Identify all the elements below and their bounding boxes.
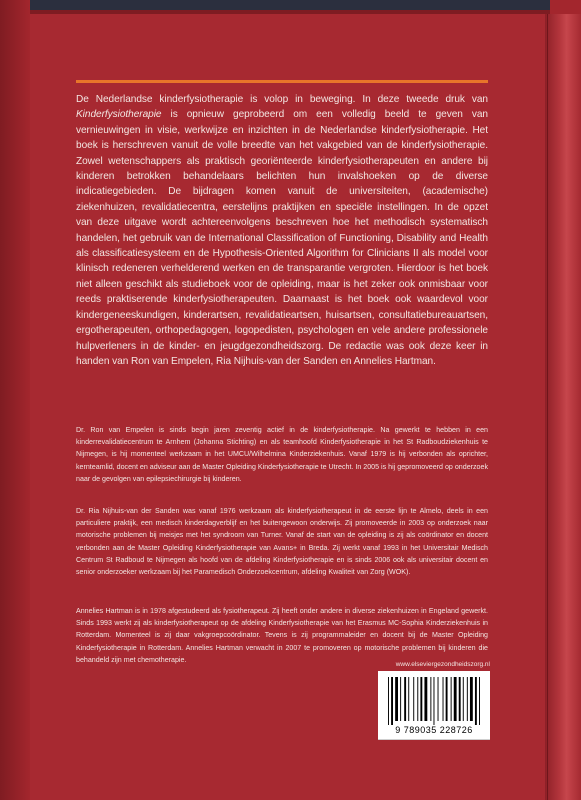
publisher-website: www.elseviergezondheidszorg.nl xyxy=(395,661,490,668)
barcode-bar xyxy=(420,677,422,721)
barcode-bar xyxy=(475,677,477,725)
cover-board-edge-line xyxy=(547,14,548,800)
spine-shadow xyxy=(0,0,30,800)
isbn-number: 9 789035 228726 xyxy=(395,725,473,735)
blurb-text-start: De Nederlandse kinderfysiotherapie is volop in beweging. In deze tweede druk van xyxy=(76,94,488,105)
barcode-bar xyxy=(451,677,452,721)
editor-bio-van-empelen: Dr. Ron van Empelen is sinds begin jaren zeventig actief in de kinderfysiotherapie. Na gewerkt te hebben in een kinderrevalidatiecentrum te Arnhem (Johanna Stichting) en als teamhoofd Kinderfysiotherapie in het St Radboudziekenhuis te Nijmegen, is hij momenteel werkzaam in het UMCU/Wilhelmina Kinderziekenhuis. Vanaf 1979 is hij verbonden als oprichter, kernteamlid, docent en adviseur aan de Master Opleiding Kinderfysiotherapie te Utrecht. In 2005 is hij gepromoveerd op onderzoek naar de gevolgen van epilepsiechirurgie bij kinderen. xyxy=(76,426,488,483)
barcode-bar xyxy=(446,677,448,721)
barcode-bar xyxy=(459,677,461,721)
barcode-bar xyxy=(463,677,464,721)
barcode-bar xyxy=(391,677,393,725)
barcode-bar xyxy=(395,677,398,721)
barcode-bar xyxy=(430,677,431,721)
barcode-bar xyxy=(479,677,480,725)
barcode-bar xyxy=(400,677,401,721)
barcode-bar xyxy=(417,677,418,721)
barcode-bars-icon xyxy=(386,677,482,725)
barcode-bar xyxy=(408,677,409,721)
barcode-bar xyxy=(413,677,414,721)
book-title-italic: Kinderfysiotherapie xyxy=(76,109,162,121)
editor-bio-nijhuis: Dr. Ria Nijhuis-van der Sanden was vanaf 1976 werkzaam als kinderfysiotherapeut in de eerste lijn te Almelo, deels in een particuliere praktijk, een medisch kinderdagverblijf en het buitengewoon onderwijs. Zij promoveerde in 2003 op onderzoek naar motorische problemen bij meisjes met het syndroom van Turner. Vanaf de start van de opleiding is zij als coördinator en docent verbonden aan de Master Opleiding Kinderfysiotherapie van Avans+ in Breda. Zij werkt vanaf 1993 in het Universitair Medisch Centrum St Radboud te Nijmegen als hoofd van de afdeling Kinderfysiotherapie en is sinds 2006 ook als universitair docent en senior onderzoeker werkzaam bij het Paramedisch Onderzoekcentrum, afdeling Kwaliteit van Zorg (WOK). xyxy=(76,507,488,577)
barcode-bar xyxy=(438,677,439,721)
barcode-bar xyxy=(454,677,457,721)
editor-bio-hartman: Annelies Hartman is in 1978 afgestudeerd als fysiotherapeut. Zij heeft onder andere in diverse ziekenhuizen in Engeland gewerkt. Sinds 1993 werkt zij als kinderfysiotherapeut op de afdeling Kinderfysiotherapie van het Erasmus MC-Sophia Kinderziekenhuis in Rotterdam. Momenteel is zij daar vakgroepcoördinator. Tevens is zij programmaleider en docent bij de Master Opleiding Kinderfysiotherapie in Rotterdam. Annelies Hartman verwacht in 2007 te promoveren op motorische problemen bij kinderen die behandeld zijn met chemotherapie. xyxy=(76,607,488,664)
blurb-text-rest: is opnieuw geprobeerd om een volledig beeld te geven van vernieuwingen in visie, werkwijze en inzichten in de Nederlandse kinderfysiotherapie. Het boek is herschreven vanuit de volle breedte van het vakgebied van de kinderfysiotherapie. Zowel wetenschappers als praktisch georiënteerde kinderfysiotherapeuten en andere bij kinderen betrokken behandelaars belichten hun invalshoeken op de diverse indicatiegebieden. De bijdragen komen vanuit de universiteiten, (academische) ziekenhuizen, revalidatiecentra, eerstelijns praktijken en speciële instellingen. In de opzet van deze uitgave wordt achtereenvolgens beschreven hoe het methodisch systematisch handelen, het gebruik van de International Classification of Functioning, Disability and Health als classificatiesysteem en de Hypothesis-Oriented Algorithm for Clinicians II als model voor klinisch redeneren verhelderend werken en de transparantie vergroten. Hierdoor is het boek niet alleen geschikt als studieboek voor de opleiding, maar is het zeker ook onmisbaar voor reeds praktiserende kinderfysiotherapeuten. Daarnaast is het boek ook waardevol voor kindergeneeskundigen, kinderartsen, revalidatieartsen, huisartsen, consultatiebureauartsen, ergotherapeuten, orthopedagogen, logopedisten, psychologen en vele andere professionele hulpverleners in de kinder- en jeugdgezondheidszorg. De redactie was ook deze keer in handen van Ron van Empelen, Ria Nijhuis-van der Sanden en Annelies Hartman. xyxy=(76,109,488,367)
barcode-bar xyxy=(424,677,427,721)
accent-rule xyxy=(76,80,488,83)
isbn-barcode xyxy=(378,671,490,740)
barcode-bar xyxy=(388,677,389,725)
barcode-bar xyxy=(443,677,444,721)
cover-board-edge xyxy=(545,14,581,800)
blurb-paragraph xyxy=(76,92,488,369)
barcode-bar xyxy=(467,677,468,721)
barcode-bar xyxy=(434,677,435,725)
barcode-bar xyxy=(470,677,473,721)
barcode-bar xyxy=(404,677,406,721)
top-edge-band xyxy=(30,0,550,10)
